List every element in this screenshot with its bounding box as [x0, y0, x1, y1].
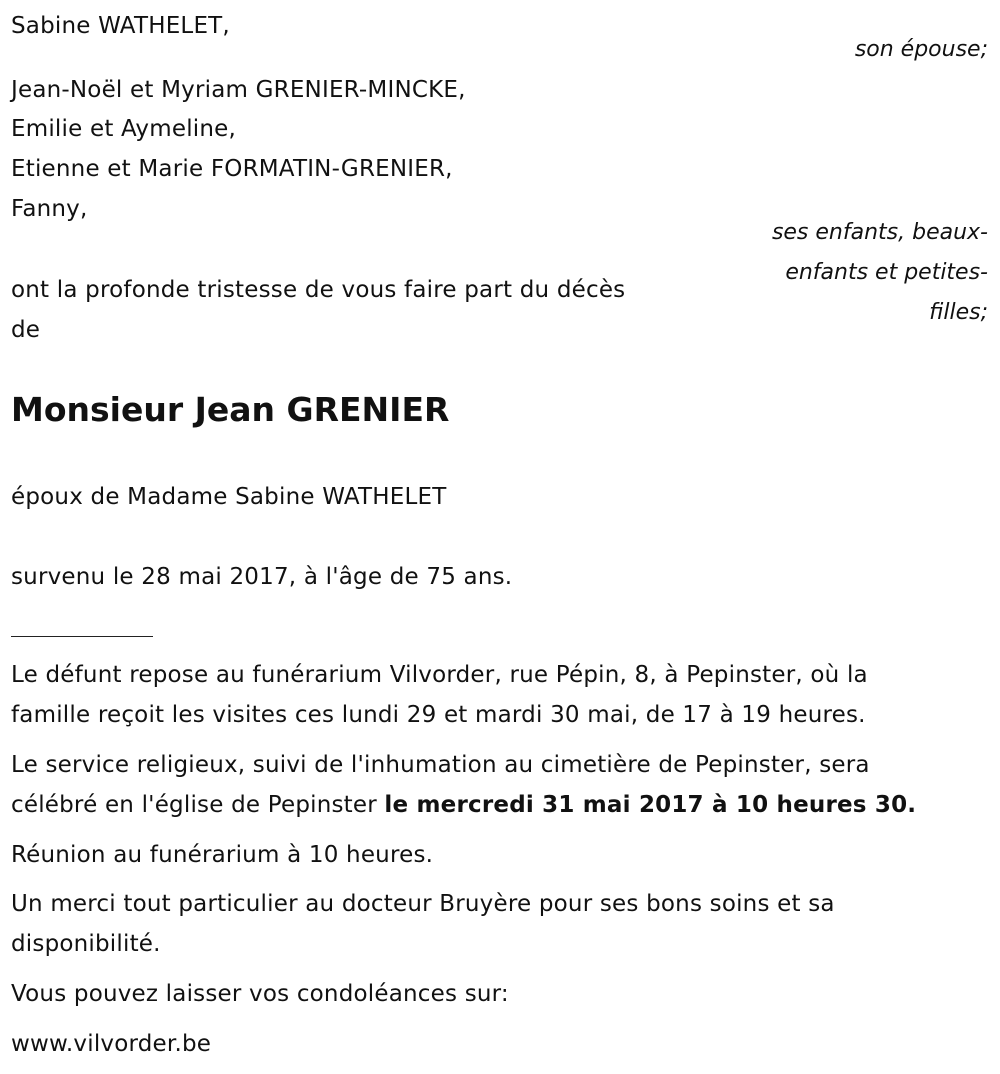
child-line: Etienne et Marie FORMATIN-GRENIER, — [11, 156, 453, 182]
website-link[interactable]: www.vilvorder.be — [11, 1031, 212, 1057]
rest-line: famille reçoit les visites ces lundi 29 et mardi 30 mai, de 17 à 19 heures. — [11, 702, 866, 728]
thanks-line: Un merci tout particulier au docteur Bruyère pour ses bons soins et sa — [11, 891, 835, 917]
announcement-line: ont la profonde tristesse de vous faire part du décès — [11, 277, 626, 303]
child-line: Emilie et Aymeline, — [11, 116, 237, 142]
child-line: Jean-Noël et Myriam GRENIER-MINCKE, — [11, 77, 466, 103]
children-role-line: ses enfants, beaux- — [771, 220, 988, 245]
meeting-line: Réunion au funérarium à 10 heures. — [11, 842, 434, 868]
deceased-name: Monsieur Jean GRENIER — [11, 390, 450, 429]
spouse-name: Sabine WATHELET, — [11, 13, 230, 39]
service-line: Le service religieux, suivi de l'inhumation au cimetière de Pepinster, sera — [11, 752, 870, 778]
spouse-role: son épouse; — [854, 37, 988, 62]
separator — [11, 636, 153, 637]
children-role-line: filles; — [929, 300, 988, 325]
thanks-line: disponibilité. — [11, 931, 161, 957]
child-line: Fanny, — [11, 196, 88, 222]
announcement-line: de — [11, 317, 41, 343]
children-role-line: enfants et petites- — [785, 260, 988, 285]
service-date: le mercredi 31 mai 2017 à 10 heures 30. — [384, 792, 917, 818]
rest-line: Le défunt repose au funérarium Vilvorder, rue Pépin, 8, à Pepinster, où la — [11, 662, 868, 688]
spouse-line: époux de Madame Sabine WATHELET — [11, 484, 447, 510]
service-text: célébré en l'église de Pepinster — [11, 792, 385, 818]
service-line — [11, 785, 916, 825]
condolences-label: Vous pouvez laisser vos condoléances sur: — [11, 981, 509, 1007]
death-line: survenu le 28 mai 2017, à l'âge de 75 ans. — [11, 564, 513, 590]
